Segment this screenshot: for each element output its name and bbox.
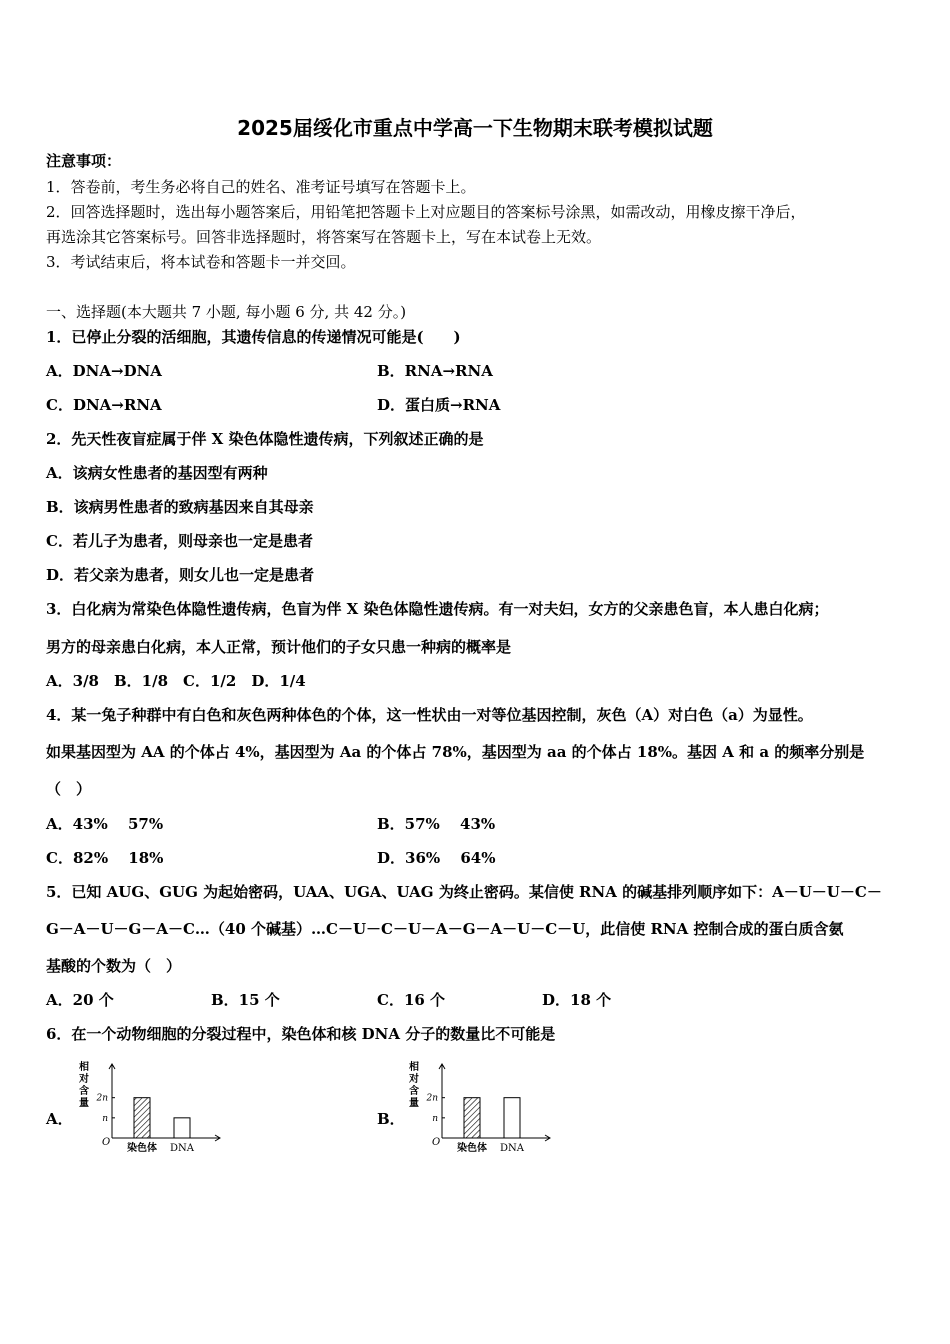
x-tick-label: DNA bbox=[500, 1143, 524, 1154]
q1-option-a: A．DNA→DNA bbox=[46, 362, 162, 380]
notice-item: 2．回答选择题时，选出每小题答案后，用铅笔把答题卡上对应题目的答案标号涂黑，如需改动，用橡皮擦干净后， bbox=[46, 203, 806, 221]
x-tick-label: 染色体 bbox=[127, 1143, 157, 1154]
question-4-blank: （ ） bbox=[46, 780, 92, 798]
y-axis-label-char: 对 bbox=[409, 1074, 419, 1085]
q3-options: A．3/8 B．1/8 C．1/2 D．1/4 bbox=[46, 672, 306, 690]
question-6-stem: 6．在一个动物细胞的分裂过程中，染色体和核 DNA 分子的数量比不可能是 bbox=[46, 1025, 556, 1043]
q4-option-b: B．57% 43% bbox=[377, 815, 496, 833]
q1-option-d: D．蛋白质→RNA bbox=[377, 396, 501, 414]
y-axis-label-char: 含 bbox=[409, 1086, 419, 1097]
y-axis-label-char: 含 bbox=[79, 1086, 89, 1097]
question-5-stem-end: 基酸的个数为（ ） bbox=[46, 957, 182, 975]
q6-chart-a bbox=[74, 1058, 224, 1162]
y-tick-label: n bbox=[432, 1113, 438, 1124]
x-tick-label: DNA bbox=[170, 1143, 194, 1154]
notice-item: 1．答卷前，考生务必将自己的姓名、准考证号填写在答题卡上。 bbox=[46, 178, 476, 196]
y-tick-label: 2n bbox=[96, 1093, 108, 1104]
y-axis-label-char: 相 bbox=[409, 1062, 419, 1073]
q6-option-b-label: B． bbox=[377, 1110, 405, 1128]
page-title: 2025届绥化市重点中学高一下生物期末联考模拟试题 bbox=[237, 116, 713, 140]
chart-a-svg bbox=[74, 1058, 224, 1158]
bar-chromosome bbox=[134, 1098, 150, 1138]
q4-option-c: C．82% 18% bbox=[46, 849, 164, 867]
q1-option-b: B．RNA→RNA bbox=[377, 362, 493, 380]
q1-option-c: C．DNA→RNA bbox=[46, 396, 162, 414]
y-tick-label: n bbox=[102, 1113, 108, 1124]
question-3-stem-cont: 男方的母亲患白化病，本人正常，预计他们的子女只患一种病的概率是 bbox=[46, 638, 512, 656]
y-axis-label-char: 量 bbox=[409, 1098, 419, 1109]
notice-item: 3．考试结束后，将本试卷和答题卡一并交回。 bbox=[46, 253, 356, 271]
question-3-stem: 3．白化病为常染色体隐性遗传病，色盲为伴 X 染色体隐性遗传病。有一对夫妇，女方的父亲患色盲，本人患白化病； bbox=[46, 600, 829, 618]
q2-option-d: D．若父亲为患者，则女儿也一定是患者 bbox=[46, 566, 315, 584]
question-4-stem: 4．某一兔子种群中有白色和灰色两种体色的个体，这一性状由一对等位基因控制，灰色（A）对白色（a）为显性。 bbox=[46, 706, 813, 724]
question-4-stem-cont: 如果基因型为 AA 的个体占 4%，基因型为 Aa 的个体占 78%，基因型为 aa 的个体占 18%。基因 A 和 a 的频率分别是 bbox=[46, 743, 865, 761]
q2-option-a: A．该病女性患者的基因型有两种 bbox=[46, 464, 268, 482]
section-heading: 一、选择题(本大题共 7 小题, 每小题 6 分, 共 42 分。) bbox=[46, 303, 407, 321]
chart-b-svg bbox=[404, 1058, 554, 1158]
question-5-stem-cont: G－A－U－G－A－C…（40 个碱基）…C－U－C－U－A－G－A－U－C－U，此信使 RNA 控制合成的蛋白质含氨 bbox=[46, 920, 844, 938]
q2-option-b: B．该病男性患者的致病基因来自其母亲 bbox=[46, 498, 314, 516]
notice-item: 再选涂其它答案标号。回答非选择题时，将答案写在答题卡上，写在本试卷上无效。 bbox=[46, 228, 602, 246]
bar-dna bbox=[504, 1098, 520, 1138]
q4-option-d: D．36% 64% bbox=[377, 849, 496, 867]
bar-dna bbox=[174, 1118, 190, 1138]
q5-option-a: A．20 个 bbox=[46, 991, 114, 1009]
q2-option-c: C．若儿子为患者，则母亲也一定是患者 bbox=[46, 532, 313, 550]
q5-option-d: D．18 个 bbox=[542, 991, 612, 1009]
y-axis-label-char: 对 bbox=[79, 1074, 89, 1085]
bar-chromosome bbox=[464, 1098, 480, 1138]
y-axis-label-char: 量 bbox=[79, 1098, 89, 1109]
origin-label: O bbox=[432, 1137, 441, 1148]
question-5-stem: 5．已知 AUG、GUG 为起始密码，UAA、UGA、UAG 为终止密码。某信使 RNA 的碱基排列顺序如下：A－U－U－C－ bbox=[46, 883, 882, 901]
y-tick-label: 2n bbox=[426, 1093, 438, 1104]
question-2-stem: 2．先天性夜盲症属于伴 X 染色体隐性遗传病，下列叙述正确的是 bbox=[46, 430, 484, 448]
notice-heading: 注意事项： bbox=[46, 152, 122, 170]
origin-label: O bbox=[102, 1137, 111, 1148]
q6-option-a-label: A． bbox=[46, 1110, 73, 1128]
q5-option-b: B．15 个 bbox=[211, 991, 280, 1009]
x-tick-label: 染色体 bbox=[457, 1143, 487, 1154]
question-1-stem: 1．已停止分裂的活细胞，其遗传信息的传递情况可能是( ) bbox=[46, 328, 461, 346]
q6-chart-b bbox=[404, 1058, 554, 1162]
y-axis-label-char: 相 bbox=[79, 1062, 89, 1073]
q4-option-a: A．43% 57% bbox=[46, 815, 164, 833]
q5-option-c: C．16 个 bbox=[377, 991, 446, 1009]
